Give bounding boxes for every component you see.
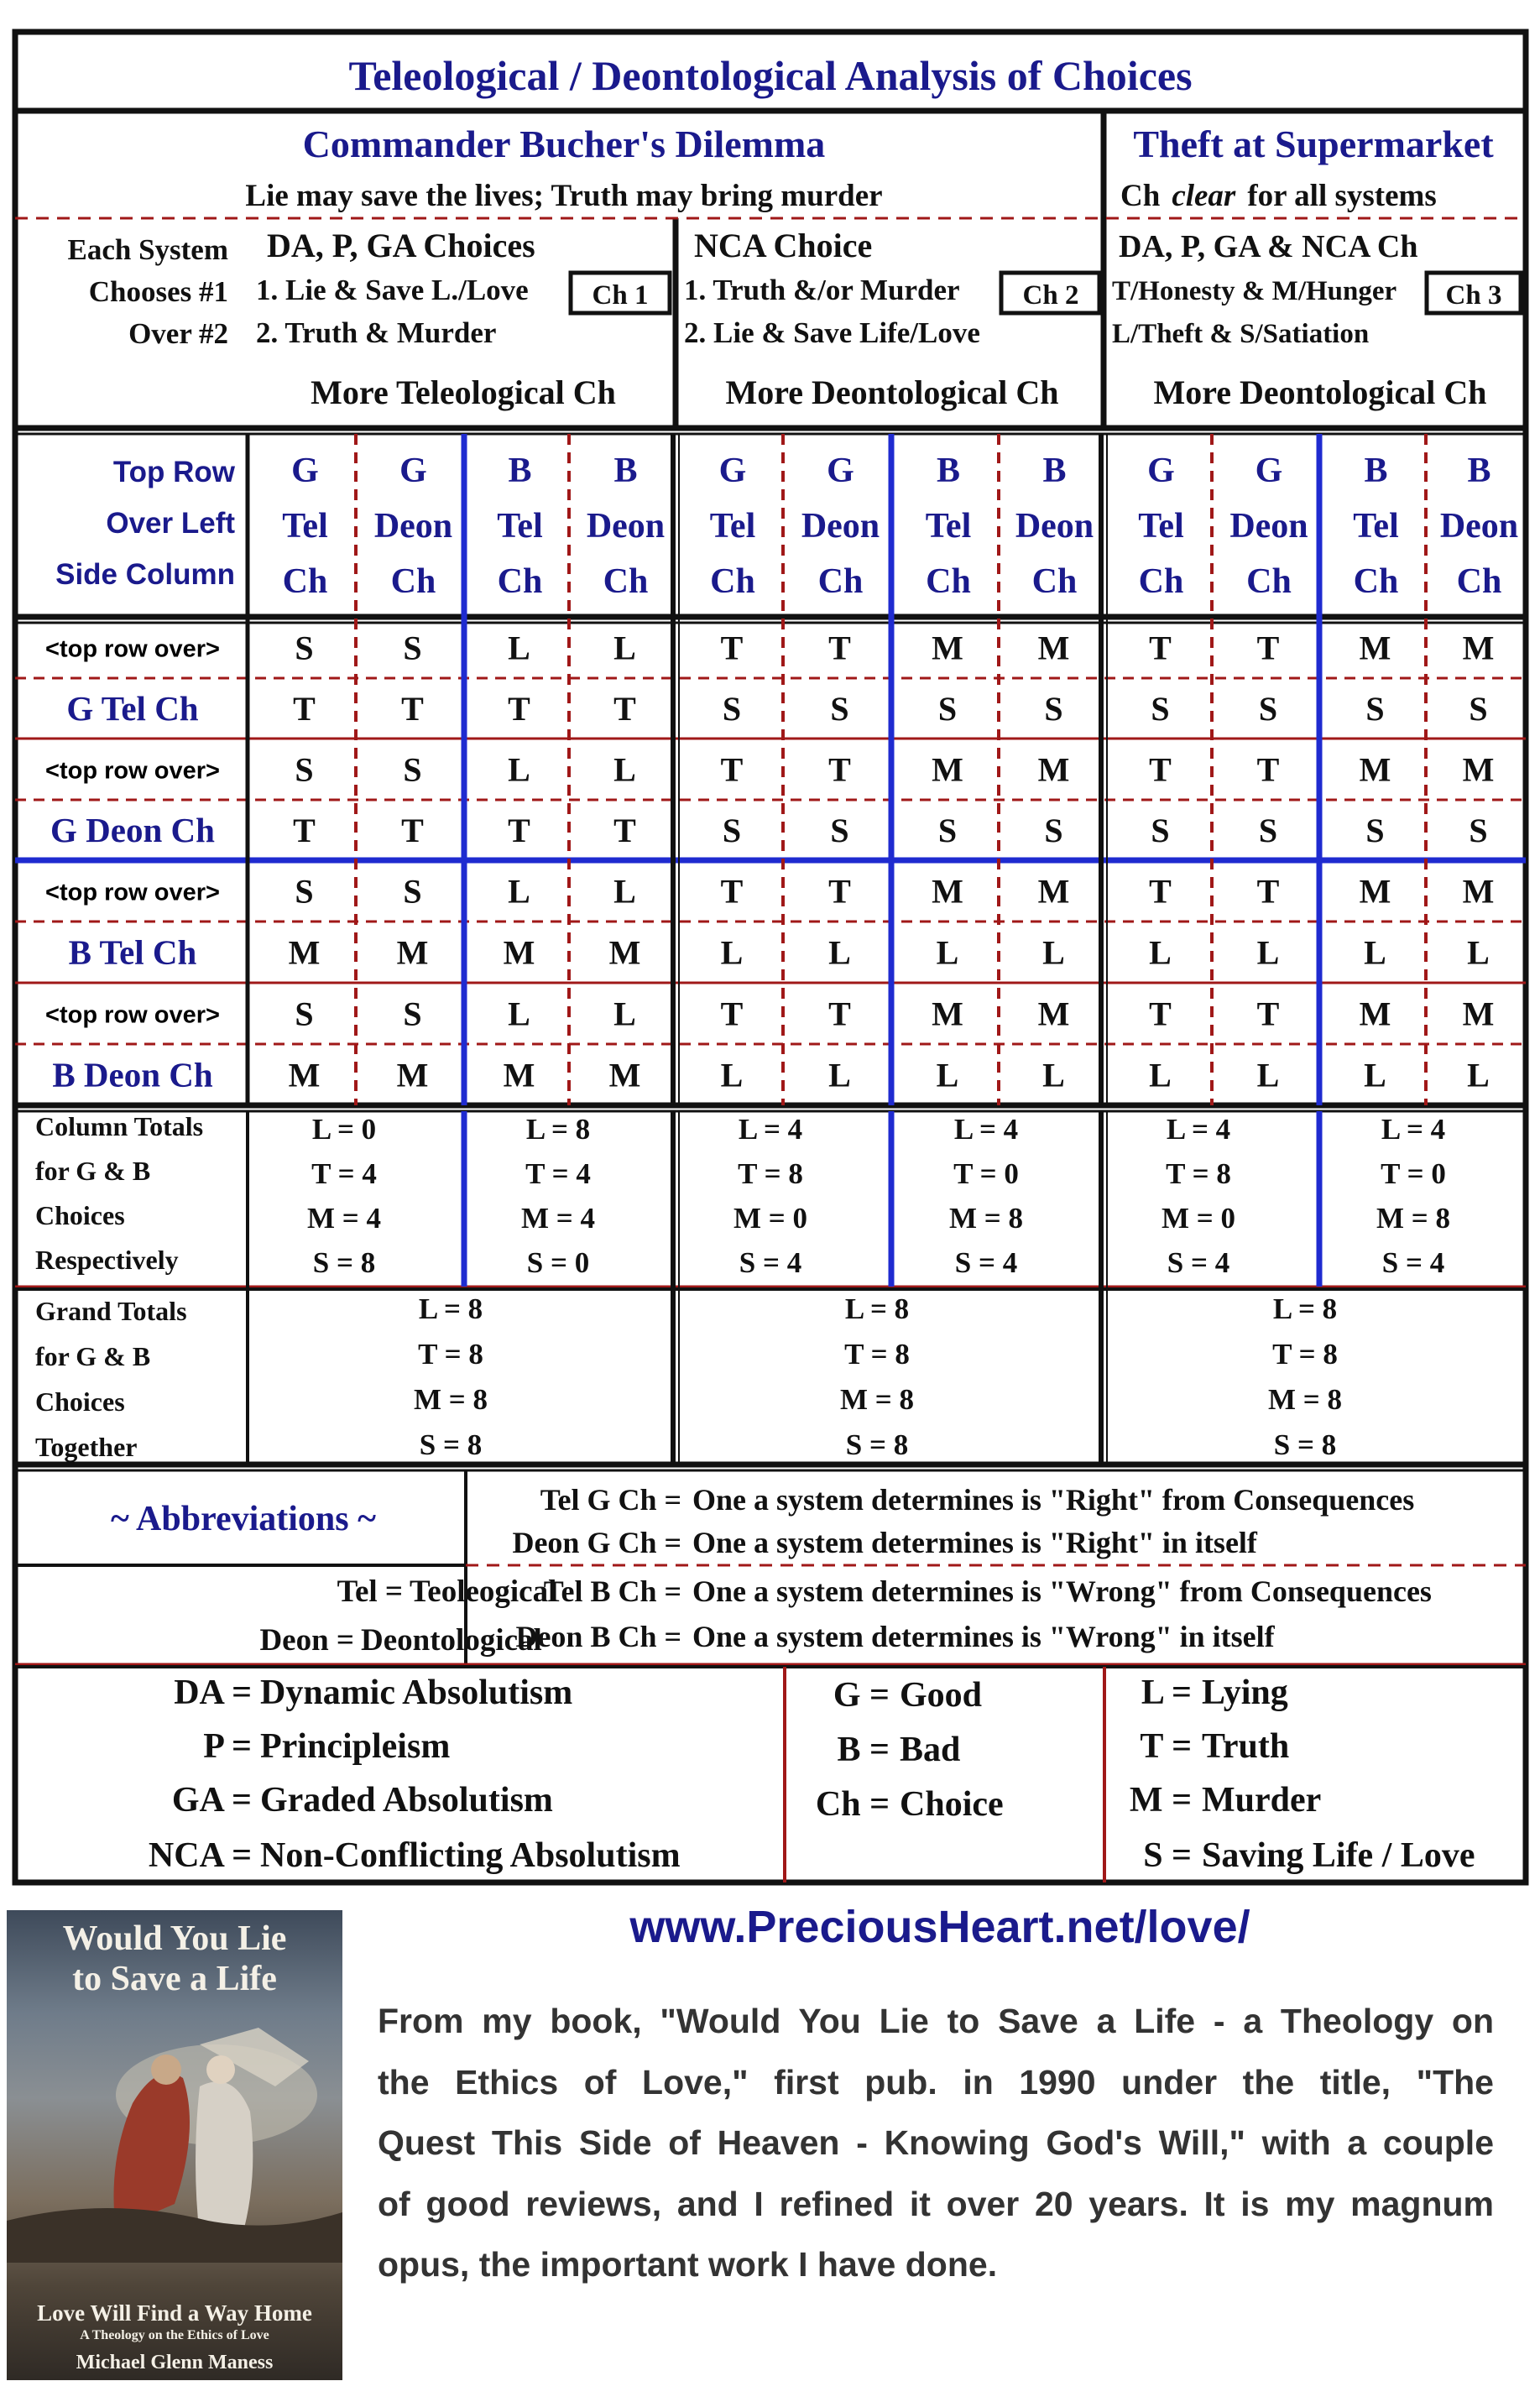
side-header-label: Side Column xyxy=(55,558,235,591)
grid-cell: M xyxy=(1359,995,1391,1033)
grid-cell: T xyxy=(1256,750,1280,789)
grid-cell: L xyxy=(613,872,636,911)
abbrev-key: Deon = xyxy=(259,1623,354,1658)
column-total-value: L = 4 xyxy=(1166,1113,1231,1146)
grid-cell: S xyxy=(1258,690,1278,728)
grid-cell: M xyxy=(932,872,963,911)
dilemma-1-title: Commander Bucher's Dilemma xyxy=(302,123,826,165)
grid-cell: S xyxy=(1365,690,1385,728)
grid-cell: T xyxy=(293,812,316,849)
grid-cell: S xyxy=(403,872,422,911)
nca-option-2: 2. Lie & Save Life/Love xyxy=(684,316,980,349)
choice-2-label: Ch 2 xyxy=(1022,280,1079,311)
system-choice-label: Each System xyxy=(67,233,228,266)
grid-cell: T xyxy=(720,872,744,911)
grid-cell: M xyxy=(932,995,963,1033)
theft-option-1: T/Honesty & M/Hunger xyxy=(1112,276,1397,306)
grand-total-value: L = 8 xyxy=(418,1292,483,1325)
grid-cell: S xyxy=(1044,690,1063,728)
column-header: Deon xyxy=(586,507,666,546)
grid-cell: M xyxy=(608,1056,641,1094)
grid-cell: T xyxy=(1149,629,1172,667)
column-total-value: T = 8 xyxy=(738,1157,803,1190)
cover-title-1: Would You Lie xyxy=(62,1919,287,1958)
definition-key: Tel B Ch = xyxy=(543,1574,681,1608)
grid-cell: T xyxy=(613,690,636,728)
column-total-value: S = 4 xyxy=(739,1246,802,1279)
row-label-over: <top row over> xyxy=(45,1001,220,1029)
system-abbrev-value: Dynamic Absolutism xyxy=(260,1673,573,1712)
definition-value: One a system determines is "Wrong" from Consequences xyxy=(692,1574,1432,1608)
legend-value: Murder xyxy=(1202,1781,1322,1820)
abbrev-key: Tel = xyxy=(337,1574,403,1609)
grand-totals-label: Together xyxy=(35,1432,138,1462)
grid-cell: L xyxy=(1364,933,1386,972)
grid-cell: L xyxy=(1467,1056,1490,1094)
column-header: G xyxy=(291,452,319,490)
abbrev-value: Deontological xyxy=(361,1623,542,1658)
grid-cell: S xyxy=(1151,690,1170,728)
column-header: Tel xyxy=(1353,507,1399,546)
column-header: Ch xyxy=(603,562,649,601)
grid-cell: T xyxy=(828,872,851,911)
grid-cell: L xyxy=(720,1056,744,1094)
grand-totals-label: Choices xyxy=(35,1386,125,1417)
column-header: B xyxy=(1467,452,1491,490)
column-header: G xyxy=(718,452,747,490)
definition-key: Deon G Ch = xyxy=(512,1526,681,1559)
grid-cell: S xyxy=(403,750,422,789)
grid-cell: T xyxy=(613,812,636,849)
grid-cell: S xyxy=(722,690,742,728)
legend-key: M = xyxy=(1129,1781,1192,1820)
column-header: Deon xyxy=(1229,507,1308,546)
grid-cell: S xyxy=(722,812,742,849)
grid-cell: S xyxy=(295,629,314,667)
column-total-value: S = 4 xyxy=(1381,1246,1445,1279)
row-label: G Deon Ch xyxy=(50,811,215,849)
book-description xyxy=(378,1991,1494,2295)
system-choice-label: Over #2 xyxy=(128,317,228,350)
grid-cell: S xyxy=(403,629,422,667)
column-header: B xyxy=(508,452,532,490)
grid-cell: M xyxy=(1462,872,1495,911)
grand-total-value: S = 8 xyxy=(845,1428,909,1461)
grid-cell: L xyxy=(720,933,744,972)
side-header-label: Top Row xyxy=(112,456,235,488)
grid-cell: L xyxy=(1042,933,1065,972)
grid-cell: L xyxy=(936,933,959,972)
column-total-value: M = 4 xyxy=(307,1202,381,1235)
description-line: of good reviews, and I refined it over 20 years. It is my magnum xyxy=(378,2184,1494,2223)
grid-cell: T xyxy=(1256,995,1280,1033)
definition-value: One a system determines is "Right" from Consequences xyxy=(692,1483,1415,1517)
subtitle-part: clear xyxy=(1172,179,1236,213)
grid-cell: M xyxy=(1359,750,1391,789)
grid-cell: S xyxy=(295,750,314,789)
system-abbrev-key: P = xyxy=(203,1727,252,1766)
nca-choice-title: NCA Choice xyxy=(694,227,873,264)
book-cover-image xyxy=(7,1910,342,2380)
system-abbrev-value: Graded Absolutism xyxy=(260,1781,553,1820)
column-total-value: M = 8 xyxy=(1376,1202,1450,1235)
grid-cell: L xyxy=(508,995,530,1033)
column-total-value: T = 4 xyxy=(311,1157,377,1190)
column-totals-label: Choices xyxy=(35,1200,125,1230)
column-header: Ch xyxy=(1353,562,1399,601)
column-header: Tel xyxy=(925,507,972,546)
column-total-value: M = 0 xyxy=(733,1202,807,1235)
legend-value: Saving Life / Love xyxy=(1202,1836,1475,1875)
grid-cell: T xyxy=(401,690,424,728)
grid-cell: M xyxy=(503,1056,535,1094)
description-line: opus, the important work I have done. xyxy=(378,2245,998,2284)
all-systems-title: DA, P, GA & NCA Ch xyxy=(1119,229,1418,264)
dilemma-2-subtitle xyxy=(1120,179,1437,213)
column-header: Ch xyxy=(282,562,328,601)
column-header: Tel xyxy=(497,507,543,546)
grand-total-value: T = 8 xyxy=(418,1338,483,1371)
definition-value: One a system determines is "Wrong" in itself xyxy=(692,1620,1275,1653)
definition-value: One a system determines is "Right" in itself xyxy=(692,1526,1257,1559)
abbreviations-title: ~ Abbreviations ~ xyxy=(111,1500,376,1538)
grid-cell: M xyxy=(932,750,963,789)
grand-totals-label: for G & B xyxy=(35,1341,151,1371)
deontological-note: More Deontological Ch xyxy=(1153,373,1487,411)
grand-total-value: T = 8 xyxy=(1272,1338,1338,1371)
definition-key: Deon B Ch = xyxy=(515,1620,681,1653)
grid-cell: M xyxy=(1037,750,1070,789)
system-abbrev-key: NCA = xyxy=(148,1836,252,1875)
grid-cell: L xyxy=(1149,933,1172,972)
cover-title-2: to Save a Life xyxy=(72,1960,277,1998)
grid-cell: T xyxy=(828,995,851,1033)
column-header: Tel xyxy=(709,507,756,546)
legend-key: B = xyxy=(837,1731,890,1769)
grid-cell: S xyxy=(1151,812,1170,849)
grand-total-value: L = 8 xyxy=(1272,1292,1338,1325)
system-abbrev-key: GA = xyxy=(171,1781,252,1820)
grid-cell: M xyxy=(1037,995,1070,1033)
grand-total-value: M = 8 xyxy=(1268,1383,1342,1416)
column-total-value: T = 8 xyxy=(1166,1157,1231,1190)
grid-cell: T xyxy=(401,812,424,849)
column-header: G xyxy=(399,452,427,490)
column-header: Deon xyxy=(1439,507,1519,546)
column-total-value: T = 0 xyxy=(1381,1157,1446,1190)
column-header: Tel xyxy=(282,507,328,546)
column-totals-label: Respectively xyxy=(35,1245,179,1275)
grid-cell: T xyxy=(293,690,316,728)
column-header: G xyxy=(1147,452,1175,490)
column-header: B xyxy=(613,452,638,490)
column-header: Ch xyxy=(497,562,543,601)
system-choice-label: Chooses #1 xyxy=(88,275,228,308)
grid-cell: M xyxy=(608,933,641,972)
grid-cell: M xyxy=(396,1056,429,1094)
cover-illustration xyxy=(7,2011,342,2263)
column-total-value: S = 0 xyxy=(526,1246,590,1279)
column-total-value: L = 8 xyxy=(525,1113,591,1146)
grid-cell: L xyxy=(828,933,851,972)
choice-3-label: Ch 3 xyxy=(1445,280,1502,311)
system-abbrev-value: Non-Conflicting Absolutism xyxy=(260,1836,681,1875)
grid-cell: M xyxy=(1037,872,1070,911)
grid-cell: L xyxy=(1467,933,1490,972)
side-header-label: Over Left xyxy=(106,507,235,540)
grand-totals-label: Grand Totals xyxy=(35,1296,187,1326)
grid-cell: S xyxy=(830,690,849,728)
column-header: B xyxy=(936,452,961,490)
dilemma-1-subtitle: Lie may save the lives; Truth may bring murder xyxy=(245,179,883,213)
column-header: G xyxy=(827,452,854,490)
column-header: G xyxy=(1255,452,1283,490)
column-total-value: L = 4 xyxy=(738,1113,803,1146)
grid-cell: S xyxy=(295,995,314,1033)
cover-author: Michael Glenn Maness xyxy=(76,2352,274,2373)
theft-option-2: L/Theft & S/Satiation xyxy=(1112,319,1370,349)
grid-cell: S xyxy=(937,690,958,728)
legend-key: Ch = xyxy=(815,1785,890,1824)
grid-cell: T xyxy=(1256,872,1280,911)
column-header: Ch xyxy=(1031,562,1078,601)
column-header: Ch xyxy=(817,562,864,601)
grid-cell: S xyxy=(295,872,314,911)
legend-key: L = xyxy=(1141,1673,1192,1712)
column-header: Ch xyxy=(1246,562,1292,601)
grid-cell: M xyxy=(1462,995,1495,1033)
grid-cell: S xyxy=(1469,690,1488,728)
description-line: Quest This Side of Heaven - Knowing God's Will," with a couple xyxy=(378,2123,1494,2162)
legend-value: Truth xyxy=(1202,1727,1290,1766)
da-option-2: 2. Truth & Murder xyxy=(256,316,497,349)
column-total-value: L = 4 xyxy=(953,1113,1019,1146)
grid-cell: T xyxy=(828,629,851,667)
column-header: B xyxy=(1364,452,1388,490)
da-choices-title: DA, P, GA Choices xyxy=(267,227,535,264)
legend-key: S = xyxy=(1143,1836,1192,1875)
grid-cell: M xyxy=(503,933,535,972)
description-line: the Ethics of Love," first pub. in 1990 under the title, "The xyxy=(378,2062,1494,2102)
grid-cell: T xyxy=(828,750,851,789)
legend-value: Good xyxy=(900,1676,983,1715)
grid-cell: T xyxy=(1149,872,1172,911)
grid-cell: S xyxy=(403,995,422,1033)
grid-cell: L xyxy=(508,872,530,911)
column-total-value: S = 4 xyxy=(954,1246,1018,1279)
choice-1-label: Ch 1 xyxy=(592,280,649,311)
row-label: G Tel Ch xyxy=(66,689,199,728)
grid-cell: M xyxy=(288,933,321,972)
da-option-1: 1. Lie & Save L./Love xyxy=(256,274,529,306)
grid-cell: M xyxy=(1462,750,1495,789)
grid-cell: L xyxy=(508,750,530,789)
column-header: Ch xyxy=(1456,562,1502,601)
grid-cell: L xyxy=(613,995,636,1033)
column-total-value: L = 0 xyxy=(311,1113,377,1146)
grid-cell: S xyxy=(1258,812,1278,849)
grid-cell: T xyxy=(720,629,744,667)
definition-key: Tel G Ch = xyxy=(540,1483,681,1517)
grand-total-value: S = 8 xyxy=(419,1428,483,1461)
column-total-value: M = 8 xyxy=(949,1202,1023,1235)
grid-cell: L xyxy=(613,629,636,667)
column-total-value: S = 8 xyxy=(312,1246,376,1279)
column-header: Ch xyxy=(390,562,436,601)
page-title: Teleological / Deontological Analysis of Choices xyxy=(348,52,1193,99)
column-header: Deon xyxy=(801,507,880,546)
column-total-value: M = 4 xyxy=(521,1202,595,1235)
grid-cell: S xyxy=(830,812,849,849)
grand-total-value: L = 8 xyxy=(844,1292,910,1325)
legend-key: T = xyxy=(1140,1727,1192,1766)
grid-cell: L xyxy=(508,629,530,667)
column-total-value: T = 0 xyxy=(953,1157,1019,1190)
grid-cell: T xyxy=(1149,750,1172,789)
grid-cell: L xyxy=(613,750,636,789)
grand-total-value: M = 8 xyxy=(840,1383,914,1416)
grid-cell: M xyxy=(1462,629,1495,667)
grid-cell: S xyxy=(937,812,958,849)
column-header: Ch xyxy=(926,562,971,601)
grid-cell: S xyxy=(1469,812,1488,849)
grid-cell: T xyxy=(1256,629,1280,667)
grid-cell: M xyxy=(288,1056,321,1094)
grand-total-value: M = 8 xyxy=(414,1383,488,1416)
grid-cell: S xyxy=(1365,812,1385,849)
column-total-value: M = 0 xyxy=(1162,1202,1235,1235)
grid-cell: L xyxy=(828,1056,851,1094)
column-header: Ch xyxy=(1138,562,1184,601)
column-header: Tel xyxy=(1138,507,1184,546)
legend-value: Choice xyxy=(900,1785,1004,1824)
column-total-value: L = 4 xyxy=(1381,1113,1446,1146)
grid-cell: T xyxy=(508,690,530,728)
system-abbrev-value: Principleism xyxy=(260,1727,451,1766)
column-total-value: T = 4 xyxy=(525,1157,591,1190)
row-label-over: <top row over> xyxy=(45,635,220,663)
column-header: Ch xyxy=(710,562,755,601)
grid-cell: L xyxy=(1256,933,1280,972)
row-label-over: <top row over> xyxy=(45,757,220,785)
grid-cell: M xyxy=(396,933,429,972)
grid-cell: T xyxy=(720,995,744,1033)
legend-value: Lying xyxy=(1202,1673,1288,1712)
cover-subtitle-2: A Theology on the Ethics of Love xyxy=(80,2328,269,2342)
abbrev-value: Teoleogical xyxy=(410,1574,557,1609)
grid-cell: T xyxy=(1149,995,1172,1033)
grand-total-value: S = 8 xyxy=(1273,1428,1337,1461)
grid-cell: L xyxy=(1149,1056,1172,1094)
grid-cell: L xyxy=(1042,1056,1065,1094)
description-line: From my book, "Would You Lie to Save a Life - a Theology on xyxy=(378,2002,1494,2040)
column-total-value: S = 4 xyxy=(1167,1246,1230,1279)
grand-total-value: T = 8 xyxy=(844,1338,910,1371)
grid-cell: M xyxy=(1359,629,1391,667)
column-totals-label: for G & B xyxy=(35,1156,151,1186)
subtitle-part: Ch xyxy=(1120,179,1161,213)
nca-option-1: 1. Truth &/or Murder xyxy=(684,274,960,306)
row-label-over: <top row over> xyxy=(45,879,220,906)
dilemma-2-title: Theft at Supermarket xyxy=(1133,123,1494,165)
system-abbrev-key: DA = xyxy=(174,1673,252,1712)
website-link[interactable]: www.PreciousHeart.net/love/ xyxy=(629,1902,1250,1952)
column-header: B xyxy=(1042,452,1067,490)
column-totals-label: Column Totals xyxy=(35,1111,204,1141)
grid-cell: L xyxy=(1364,1056,1386,1094)
column-header: Deon xyxy=(1015,507,1094,546)
cover-subtitle: Love Will Find a Way Home xyxy=(37,2300,312,2326)
row-label: B Tel Ch xyxy=(68,932,197,972)
grid-cell: L xyxy=(1256,1056,1280,1094)
column-header: Deon xyxy=(373,507,453,546)
legend-key: G = xyxy=(833,1676,890,1715)
grid-cell: L xyxy=(936,1056,959,1094)
grid-cell: M xyxy=(1037,629,1070,667)
grid-cell: T xyxy=(720,750,744,789)
grid-cell: S xyxy=(1044,812,1063,849)
grid-cell: M xyxy=(1359,872,1391,911)
deontological-note: More Deontological Ch xyxy=(725,373,1059,411)
grid-cell: T xyxy=(508,812,530,849)
grid-cell: M xyxy=(932,629,963,667)
subtitle-part: for all systems xyxy=(1247,179,1437,213)
teleological-note: More Teleological Ch xyxy=(311,373,616,411)
legend-value: Bad xyxy=(900,1731,961,1769)
row-label: B Deon Ch xyxy=(52,1055,213,1094)
